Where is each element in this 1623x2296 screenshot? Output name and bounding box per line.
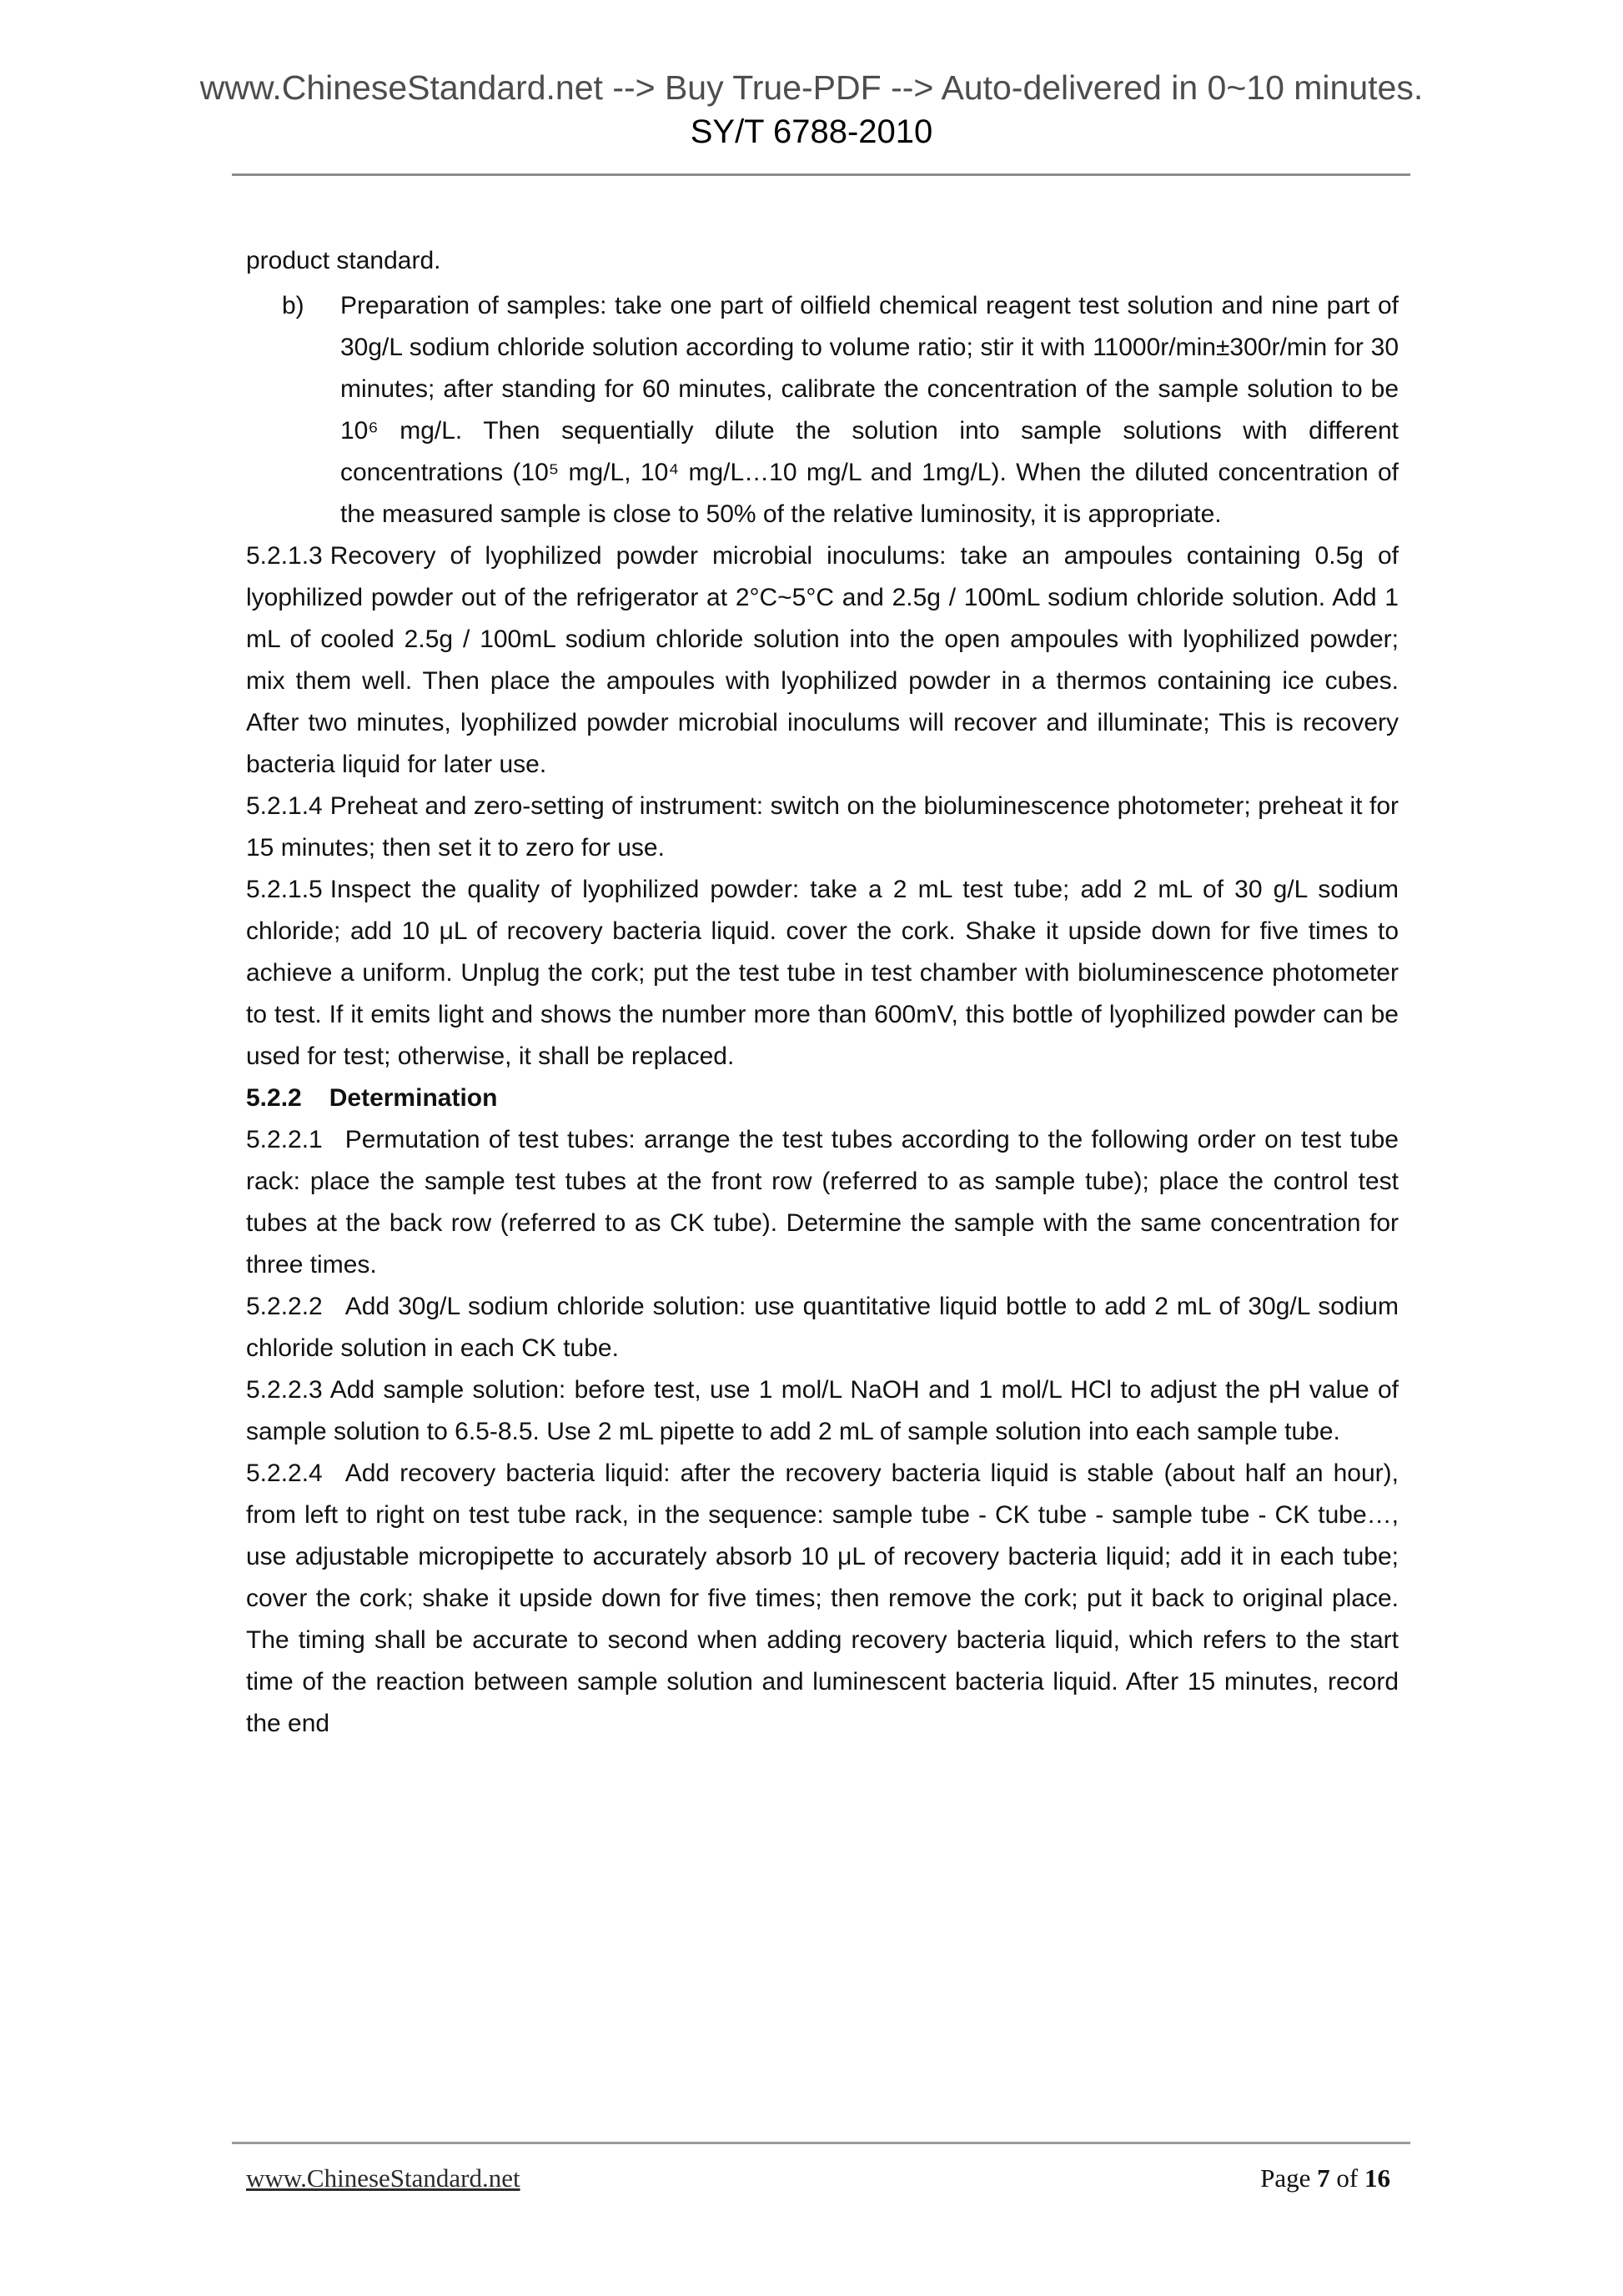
section-text: Add 30g/L sodium chloride solution: use quantitative liquid bottle to add 2 mL of 30g/L sodium chloride solution in each CK tube. [246, 1293, 1399, 1362]
footer-site-link[interactable]: www.ChineseStandard.net [246, 2163, 520, 2193]
section-number: 5.2.2 [246, 1084, 302, 1112]
page-indicator-of: of [1336, 2163, 1359, 2193]
page-indicator-prefix: Page [1260, 2163, 1311, 2193]
section-text: Add recovery bacteria liquid: after the recovery bacteria liquid is stable (about half an hour), from left to right on test tube rack, in the sequence: sample tube - CK tube - sample tube - CK tube…, use adjustable micropipette to accurately absorb 10 μL of recovery bacteria liquid; add it in each tube; cover the cork; shake it upside down for five times; then remove the cork; put it back to original place. The timing shall be accurate to second when adding recovery bacteria liquid, which refers to the start time of the reaction between sample solution and luminescent bacteria liquid. After 15 minutes, record the end [246, 1459, 1399, 1737]
section-number: 5.2.2.3 [246, 1376, 323, 1404]
section-number: 5.2.2.4 [246, 1459, 323, 1487]
section-text: Inspect the quality of lyophilized powder: take a 2 mL test tube; add 2 mL of 30 g/L sodium chloride; add 10 μL of recovery bacteria liquid. cover the cork. Shake it upside down for five times to achieve a uniform. Unplug the cork; put the test tube in test chamber with bioluminescence photometer to test. If it emits light and shows the number more than 600mV, this bottle of lyophilized powder can be used for test; otherwise, it shall be replaced. [246, 876, 1399, 1070]
section-text: Recovery of lyophilized powder microbial inoculums: take an ampoules containing 0.5g of lyophilized powder out of the refrigerator at 2°C~5°C and 2.5g / 100mL sodium chloride solution. Add 1 mL of cooled 2.5g / 100mL sodium chloride solution into the open ampoules with lyophilized powder; mix them well. Then place the ampoules with lyophilized powder in a thermos containing ice cubes. After two minutes, lyophilized powder microbial inoculums will recover and illuminate; This is recovery bacteria liquid for later use. [246, 542, 1399, 778]
section-number: 5.2.2.2 [246, 1293, 323, 1320]
paragraph-5-2-2-4 [246, 1453, 1399, 1745]
paragraph-5-2-1-3 [246, 535, 1399, 786]
list-item-b [282, 285, 1399, 535]
list-item-b-text: Preparation of samples: take one part of oilfield chemical reagent test solution and nine part of 30g/L sodium chloride solution according to volume ratio; stir it with 11000r/min±300r/min for 30 minutes; after standing for 60 minutes, calibrate the concentration of the sample solution to be 10⁶ mg/L. Then sequentially dilute the solution into sample solutions with different concentrations (10⁵ mg/L, 10⁴ mg/L…10 mg/L and 1mg/L). When the diluted concentration of the measured sample is close to 50% of the relative luminosity, it is appropriate. [340, 292, 1399, 528]
paragraph-5-2-2-3 [246, 1369, 1399, 1453]
paragraph-5-2-1-4 [246, 786, 1399, 869]
footer-rule [232, 2142, 1410, 2144]
paragraph-5-2-1-5 [246, 869, 1399, 1078]
paragraph-5-2-2-2 [246, 1286, 1399, 1369]
document-body [246, 240, 1399, 1745]
page-footer [246, 2163, 1390, 2193]
page-indicator-current: 7 [1317, 2163, 1330, 2193]
header-promo: www.ChineseStandard.net --> Buy True-PDF --> Auto-delivered in 0~10 minutes. [199, 68, 1424, 107]
list-item-b-marker: b) [282, 292, 304, 319]
section-text: Add sample solution: before test, use 1 mol/L NaOH and 1 mol/L HCl to adjust the pH value of sample solution to 6.5-8.5. Use 2 mL pipette to add 2 mL of sample solution into each sample tube. [246, 1376, 1399, 1445]
heading-5-2-2 [246, 1078, 1399, 1119]
paragraph-5-2-2-1 [246, 1119, 1399, 1286]
section-number: 5.2.1.5 [246, 876, 323, 903]
header-rule [232, 173, 1410, 176]
section-number: 5.2.2.1 [246, 1126, 323, 1153]
intro-line: product standard. [246, 247, 441, 274]
section-text: Permutation of test tubes: arrange the test tubes according to the following order on test tube rack: place the sample test tubes at the front row (referred to as sample tube); place the control test tubes at the back row (referred to as CK tube). Determine the sample with the same concentration for three times. [246, 1126, 1399, 1279]
page-indicator-total: 16 [1364, 2163, 1390, 2193]
section-text: Preheat and zero-setting of instrument: switch on the bioluminescence photometer; preheat it for 15 minutes; then set it to zero for use. [246, 792, 1399, 862]
section-number: 5.2.1.4 [246, 792, 323, 820]
page-indicator [1260, 2163, 1390, 2193]
section-number: 5.2.1.3 [246, 542, 323, 570]
section-title: Determination [329, 1084, 498, 1112]
doc-number: SY/T 6788-2010 [690, 113, 933, 150]
